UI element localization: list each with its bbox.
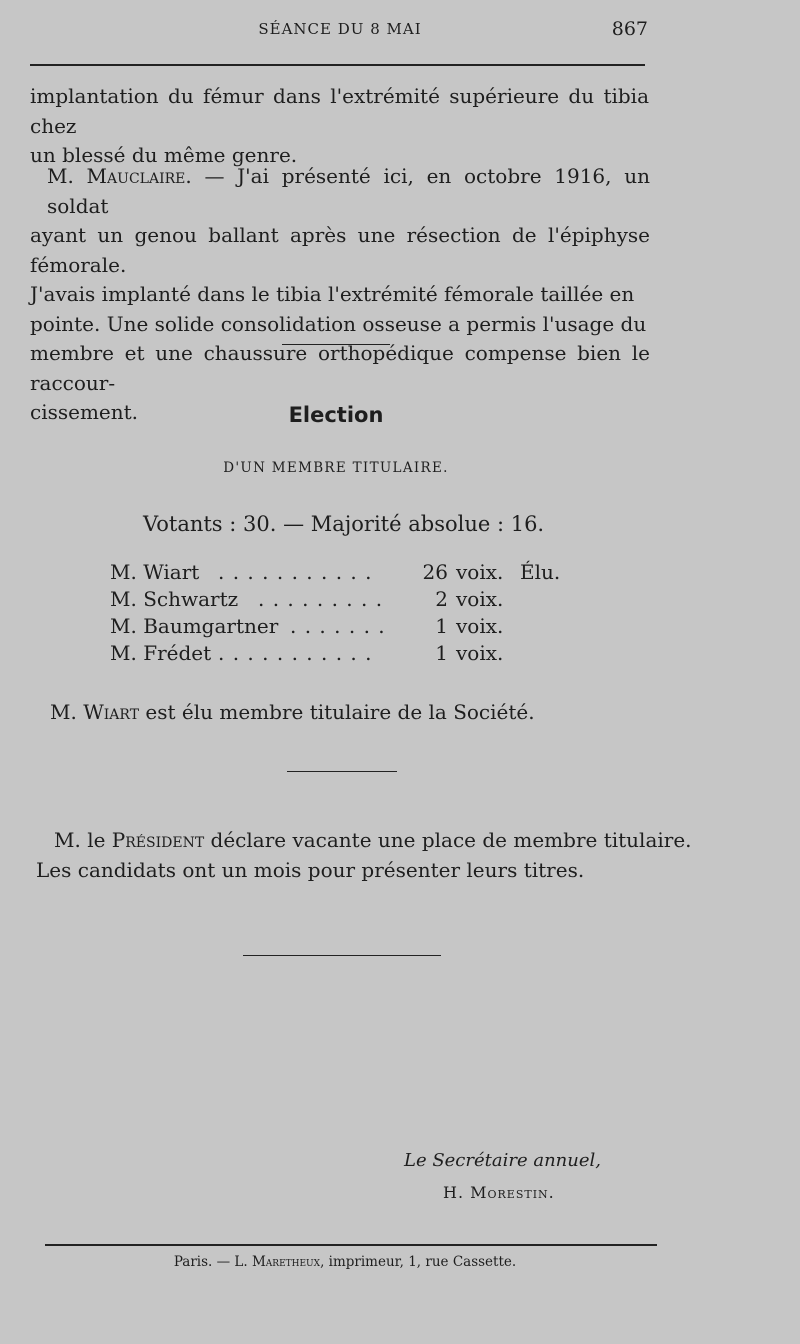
page-number: 867 xyxy=(611,18,648,40)
text-span: M. xyxy=(50,700,84,724)
section-subtitle: D'UN MEMBRE TITULAIRE. xyxy=(223,460,449,476)
elected-status: Élu. xyxy=(520,560,561,584)
candidate-name: M. Wiart xyxy=(110,560,200,584)
text-span: Paris. — L. xyxy=(173,1254,252,1270)
section-title: Election xyxy=(288,403,384,427)
leader-dots: . . . . . . . . . xyxy=(258,587,384,611)
candidate-name: M. Frédet xyxy=(110,641,212,665)
text-line xyxy=(30,162,650,221)
president-title: Président xyxy=(111,828,205,852)
text-line: Les candidats ont un mois pour présenter leurs titres. xyxy=(36,857,585,882)
elected-name: Wiart xyxy=(83,700,140,724)
signature-role: Le Secrétaire annuel, xyxy=(404,1150,601,1171)
text-line: J'avais implanté dans le tibia l'extrémité fémorale taillée en xyxy=(30,282,635,306)
vote-result-row xyxy=(110,641,580,669)
election-result xyxy=(50,698,535,728)
printer-imprint xyxy=(0,1254,690,1270)
text-line: un blessé du même genre. xyxy=(30,143,298,167)
text-line: pointe. Une solide consolidation osseuse a permis l'usage du xyxy=(30,311,647,336)
text-span: — J'ai présenté ici, en octobre 1916, un soldat xyxy=(47,164,650,218)
vote-unit: voix. xyxy=(456,614,504,638)
vote-unit: voix. xyxy=(456,560,504,584)
vote-count: 1 xyxy=(435,641,448,665)
vote-result-row xyxy=(110,587,580,615)
leader-dots: . . . . . . . . . . . xyxy=(218,641,373,665)
printer-name: Maretheux xyxy=(251,1254,321,1270)
text-line: membre et une chaussure orthopédique compense bien le raccour- xyxy=(30,341,650,395)
header-rule xyxy=(30,64,645,66)
vote-count: 1 xyxy=(435,614,448,638)
leader-dots: . . . . . . . . . . . xyxy=(218,560,373,584)
vote-count: 26 xyxy=(422,560,448,584)
text-line: cissement. xyxy=(30,400,139,424)
vote-unit: voix. xyxy=(456,641,504,665)
vote-unit: voix. xyxy=(456,587,504,611)
candidate-name: M. Baumgartner xyxy=(110,614,279,638)
text-line: ayant un genou ballant après une résection de l'épiphyse fémorale. xyxy=(30,223,650,277)
section-separator xyxy=(287,771,397,772)
text-span: est élu membre titulaire de la Société. xyxy=(139,700,535,724)
vote-summary: Votants : 30. — Majorité absolue : 16. xyxy=(143,512,545,536)
text-line: implantation du fémur dans l'extrémité supérieure du tibia chez xyxy=(30,84,649,138)
signature-name: H. Morestin. xyxy=(443,1183,555,1202)
running-header: SÉANCE DU 8 MAI xyxy=(258,20,422,38)
vote-count: 2 xyxy=(435,587,448,611)
text-span: déclare vacante une place de membre titulaire. xyxy=(204,828,692,852)
section-separator xyxy=(243,955,441,956)
candidate-name: M. Schwartz xyxy=(110,587,239,611)
paragraph-mauclaire xyxy=(30,162,650,428)
text-line xyxy=(36,826,692,856)
section-separator xyxy=(282,344,390,345)
announcement-paragraph xyxy=(36,826,692,885)
paragraph-continuation xyxy=(30,82,649,171)
vote-result-row xyxy=(110,614,580,642)
speaker-name: M. Mauclaire. xyxy=(47,164,192,188)
text-span: M. le xyxy=(54,828,112,852)
leader-dots: . . . . . . . xyxy=(290,614,386,638)
vote-result-row xyxy=(110,560,580,588)
footer-rule xyxy=(45,1244,657,1246)
text-span: , imprimeur, 1, rue Cassette. xyxy=(320,1254,517,1270)
